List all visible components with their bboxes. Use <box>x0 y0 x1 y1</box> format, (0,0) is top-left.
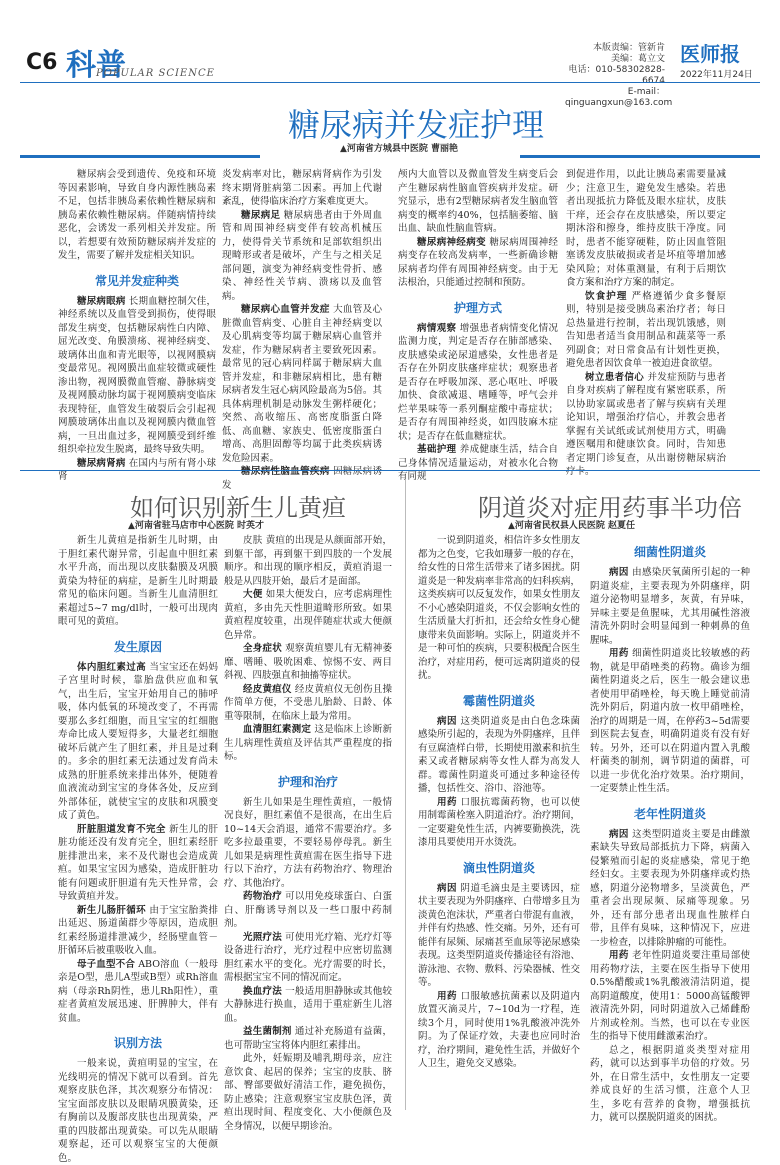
section-subtitle: POPULAR SCIENCE <box>96 68 215 79</box>
paragraph-text: 并发症预防与患者自身对疾病了解程度有紧密联系，所以协助家属或患者了解与疾病有关理论知识，增强治疗信心，并教会患者掌握有关试纸或试剂使用方式，明确遵医嘱用和健康饮食。同时，告知患者定期门诊复查，从出谢傍糖尿病治疗卡。 <box>566 371 726 477</box>
paragraph-lead: 树立患者信心 <box>585 371 645 383</box>
paragraph-text: 这类型阴道炎主要是由雌激素缺失导致局部抵抗力下降，病菌入侵繁殖而引起的炎症感染，常见于绝经妇女。主要表现为外阴瘙痒或灼热感，阴道分泌物增多，呈淡黄色，严重者会出现尿频、尿痛等现象。另外，还有部分患者出现血性脓样白带，且伴有臭味，这种情况下，应进一步检查，以排除肿瘤的可能性。 <box>590 828 750 948</box>
paragraph-lead: 体内胆红素过高 <box>77 661 146 673</box>
paragraph-text: 经皮黄疸仪无创伤且操作简单方便，不受患儿胎龄、日龄、体重等限制，在临床上最为常用。 <box>224 683 392 722</box>
editor-line: 本版责编：管新肯 <box>592 43 665 53</box>
article-byline: ▲河南省驻马店市中心医院 时英才 <box>128 521 265 531</box>
paragraph <box>590 647 750 796</box>
paragraph-text: 糖尿病患者由于外周血管和周围神经病变伴有较高机械压力，使得骨关节系统和足部软组织出现畸形或者是破坏，产生与之相关足部问题，演变为神经病变性骨折、感染、神经性关节病、溃疡以及血管病。 <box>222 209 382 302</box>
paragraph <box>222 209 382 304</box>
paragraph: 皮肤 黄疸的出现是从颜面部开始，到躯干部，再到躯干到四肢的一个发展顺序。和出现的顺序相反，黄疸消退一般是从四肢开始，最后才是面部。 <box>224 535 392 587</box>
paragraph <box>58 295 216 457</box>
paragraph-lead: 换血疗法 <box>243 985 282 997</box>
subheading: 常见并发症种类 <box>94 273 179 288</box>
paragraph-text: 可使用光疗箱、光疗灯等设备进行治疗，光疗过程中应密切监测胆红素水平的变化。光疗需要的时长，需根据宝宝不同的情况而定。 <box>224 931 392 983</box>
paragraph: 总之，根据阴道炎类型对症用药，就可以达到事半功倍的疗效。另外，在日常生活中，女性朋友一定要养成良好的生活习惯，注意个人卫生，多吃有营养的食物，增强抵抗力，就可以摆脱阴道炎的困扰。 <box>590 1044 750 1123</box>
paragraph: 到促进作用，以此让胰岛素需要量减少；注意卫生，避免发生感染。若患者出现抵抗力降低及眼水症状，皮肤干痒，还会存在皮肤感染，所以要定期沐浴和擦身，维持皮肤干净度。同时，患者不能穿硬鞋，防止因血管阻塞诱发皮肤破损或者是坏疽等增加感染风险；对体重测量，有利于后期饮食方案和治疗方案的制定。 <box>566 169 726 288</box>
paragraph-text: 糖尿病周围神经病变存在较高发病率，一些新确诊糖尿病者均伴有周围神经病变。由于无法根治，只能通过控制和预防。 <box>398 236 558 288</box>
article-column <box>58 534 218 1164</box>
paragraph-lead: 糖尿病神经病变 <box>417 236 486 248</box>
paragraph <box>398 236 558 290</box>
paragraph-lead: 用药 <box>437 990 457 1002</box>
paragraph-lead: 饮食护理 <box>585 290 628 302</box>
paragraph-lead: 药物治疗 <box>243 891 282 902</box>
section-title: 科普 <box>66 48 126 83</box>
paragraph-lead: 病情观察 <box>417 322 457 334</box>
paragraph <box>418 882 580 990</box>
paragraph-lead: 全身症状 <box>243 643 282 654</box>
subheading: 护理和治疗 <box>277 774 338 789</box>
paragraph-text: 通过补充肠道有益菌，也可帮助宝宝将体内胆红素排出。 <box>224 1026 392 1051</box>
paragraph: 一说到阴道炎，相信许多女性朋友都为之色变，它我如珊萝一般的存在，给女性的日常生活带来了诸多困扰。阴道炎是一种发病率非常高的妇科疾病，这类疾病可以反复发作，如果女性朋友不小心感染阴道炎，不仅会影响女性的生活质量大打折扣，还会给女性身心健康带来负面影响。实际上，阴道炎并不是一种可怕的疾病，只要积极配合医生治疗，对症用药，便可远离阴道炎的侵扰。 <box>418 535 580 681</box>
paragraph-text: 观察黄疸婴儿有无精神萎靡、嗜睡、吸吮困难、惊惕不安、两目斜视、四肢强直和抽搐等症状。 <box>224 643 392 681</box>
subheading: 滴虫性阴道炎 <box>462 860 535 875</box>
paragraph-lead: 糖尿病眼病 <box>77 295 126 307</box>
paragraph-text: 老年性阴道炎要注重局部使用药物疗法，主要在医生指导下使用0.5%醋酸或1%乳酸液清洁阴道，提高阴道酸度，使用1：5000高锰酸钾液清洗外阴，同时阴道放入己烯雌酚片剂或栓剂。当然，也可以在专业医生的指导下使用雌激素治疗。 <box>590 950 750 1042</box>
paragraph <box>590 566 750 647</box>
paragraph <box>566 290 726 371</box>
paragraph <box>566 371 726 479</box>
paragraph <box>224 683 392 724</box>
paragraph-lead: 糖尿病足 <box>241 209 281 221</box>
paragraph-lead: 用药 <box>437 796 457 808</box>
paragraph-lead: 糖尿病肾病 <box>77 457 126 469</box>
paragraph <box>590 949 750 1044</box>
paragraph: 此外，妊娠期及哺乳期母亲，应注意饮食、起居的保养；宝宝的皮肤、脐部、臀部要做好清洁工作，避免损伤，防止感染；注意观察宝宝皮肤色泽，黄疸出现时间、程度变化、大小便颜色及全身情况，以便早期诊治。 <box>224 1053 392 1132</box>
paragraph <box>224 931 392 985</box>
paragraph: 炎发病率对比，糖尿病肾病作为引发终末期肾脏病第二因素。再加上代谢紊乱，使得临床治疗方案难度更大。 <box>222 169 382 207</box>
paragraph-lead: 基础护理 <box>417 444 457 455</box>
paragraph-text: 增强患者病情变化情况监测力度，判定是否存在肺部感染、皮肤感染或泌尿道感染，女性患者是否存在外阴皮肤瘙痒症状；观察患者是否存在呼吸加深、恶心呕吐、呼吸加快、食欲减退、嗜睡等，呼气会并烂苹果味等一系列酮症酸中毒症状；是否存有周围神经炎，如四肢麻木症状；是否存在低血糖症状。 <box>398 322 558 442</box>
paragraph <box>224 985 392 1026</box>
paragraph-lead: 糖尿病性脑血管疾病 <box>241 466 330 477</box>
paragraph-text: 严格遵循少食多餐原则，特别是接受胰岛素治疗者；每日总热量进行控制，若出现饥饿感，则告知患者适当食用制品和蔬菜等一系列副食；对日常食品有计划性更换，避免患者因饮食单一被迫进食欲望。 <box>566 290 726 369</box>
article-title: 糖尿病并发症护理 <box>288 106 545 144</box>
article-byline: ▲河南省方城县中医院 曹丽艳 <box>340 144 459 154</box>
paragraph <box>398 443 558 484</box>
paragraph <box>58 823 218 904</box>
paragraph: 新生儿黄疸是指新生儿时期，由于胆红素代谢异常，引起血中胆红素水平升高，而出现以皮肤黏膜及巩膜黄染为特征的病症，是新生儿时期最常见的临床问题。当新生儿血清胆红素超过5~7 mg/dl时，一般可出现肉眼可见的黄疸。 <box>58 535 218 627</box>
paragraph-text: 由感染厌氧菌所引起的一种阴道炎症，主要表现为外阴瘙痒，阴道分泌物明显增多，灰黄，有异味，异味主要是鱼腥味，尤其用碱性溶液清洗外阴时会明显闻到一种刺鼻的鱼腥味。 <box>590 567 750 646</box>
article-byline: ▲河南省民权县人民医院 赵夏任 <box>508 521 636 531</box>
article-column <box>222 168 382 491</box>
paragraph-text: 口服抗霉菌药物，也可以使用制霉菌栓塞入阴道治疗。治疗期间，一定要避免性生活，内裤要勤换洗，洗漆用具要使用开水烫洗。 <box>418 796 580 848</box>
subheading: 识别方法 <box>113 1036 162 1050</box>
subheading: 发生原因 <box>113 639 162 654</box>
paragraph: 糖尿病会受到遗传、免疫和环境等因素影响，导致自身内源性胰岛素不足，包括非胰岛素依赖性糖尿病和胰岛素依赖性糖尿病。伴随病情持续恶化，会诱发一系列相关并发症。所以，若想要有效预防糖尿病并发症的发生，需要了解并发症相关知识。 <box>58 169 216 261</box>
paragraph: 新生儿如果是生理性黄疸，一般情况良好，胆红素值不是很高，在出生后10~14天会消退，通常不需要治疗。多吃多拉最重要，不要轻易停母乳。新生儿如果是病理性黄疸需在医生指导下进行以下治疗，方法有药物治疗、物理治疗、其他治疗。 <box>224 796 392 889</box>
paragraph-text: 一般适用胆静脉或其他较大静脉进行换血，适用于重症新生儿溶血。 <box>224 985 392 1024</box>
paragraph <box>418 715 580 796</box>
article-title: 阴道炎对症用药事半功倍 <box>478 494 742 522</box>
paragraph-text: 长期血糖控制欠佳，神经系统以及血管受到损伤，使得眼部发生病变，包括糖尿病性白内障、屈光改变、角膜溃疡、视神经病变、玻璃体出血和青光眼等，以视网膜病变最常见。视网膜出血症较微或硬性渗出物，视网膜微血管瘤、静脉病变及视网膜动脉均属于视网膜病变临床表现特征，血管发生破裂后会引起视网膜玻璃体出血以及视网膜内微血管病，一旦出血过多，视网膜受到纤维组织牵拉发生脱离，最终导致失明。 <box>58 295 216 455</box>
title-bar-left <box>20 155 260 158</box>
article-column <box>566 168 726 477</box>
paragraph-text: 这是临床上诊断新生儿病理性黄疸及评估其严重程度的指标。 <box>224 724 392 762</box>
paragraph-text: 口服敏感抗菌素以及阴道内放置灭滴灵片，7~10d为一疗程，连续3个月，同时使用1%乳酸液冲洗外阴。为了保证疗效，夫妻也应同时治疗，治疗期间，避免性生活，并做好个人卫生，避免交叉感染。 <box>418 990 580 1069</box>
issue-date: 2022年11月24日 <box>680 70 753 80</box>
paragraph-lead: 经皮黄疸仪 <box>243 683 292 695</box>
paragraph-text: ABO溶血（一般母亲是O型，患儿A型或B型）或Rh溶血病（母亲Rh阴性，患儿Rh阳性），重症者黄疸发展迅速、肝脾肿大，伴有贫血。 <box>58 958 218 1024</box>
paragraph-text: 因糖尿病诱发 <box>222 466 382 491</box>
paragraph-lead: 大便 <box>243 589 263 600</box>
paragraph-text: 由于宝宝胎粪排出延迟、肠道菌群少等原因，造成胆红素经肠道排泄减少，经肠壁血管－肝循环后被重吸收入血。 <box>58 904 218 956</box>
paragraph <box>398 322 558 444</box>
editor-line: E-mail：qinguangxun@163.com <box>565 87 673 108</box>
article-column <box>224 534 392 1132</box>
column-divider <box>405 480 406 1110</box>
paragraph <box>224 1025 392 1052</box>
paragraph <box>224 588 392 642</box>
subheading: 老年性阴道炎 <box>633 806 706 821</box>
paragraph-text: 可以用免疫球蛋白、白蛋白、肝酶诱导剂以及一些口服中药制剂。 <box>224 891 392 929</box>
header-rule <box>20 82 760 83</box>
paragraph-lead: 用药 <box>609 648 629 659</box>
paragraph-text: 阴道毛滴虫是主要诱因，症状主要表现为外阴瘙痒、白带增多且为淡黄色泡沫状，严重者白带混有血液，并伴有灼热感、性交痛。另外，还有可能伴有尿频、尿痛甚至血尿等泌尿感染表现。这类型阴道炎传播途径有浴池、游泳池、衣物、敷料、污染器械、性交等。 <box>418 882 580 988</box>
paragraph <box>58 958 218 1026</box>
paragraph <box>418 796 580 850</box>
page-tag: C6 <box>26 50 58 75</box>
subheading: 霉菌性阴道炎 <box>462 693 535 708</box>
paragraph-text: 在国内与所有肾小球肾 <box>58 457 216 482</box>
article-column <box>590 534 750 1123</box>
article-column <box>418 534 580 1112</box>
paragraph-lead: 病因 <box>609 567 629 578</box>
subheading: 护理方式 <box>453 300 502 315</box>
paragraph <box>224 723 392 764</box>
paragraph-lead: 肝脏胆道发育不完全 <box>77 823 166 835</box>
paragraph-text: 新生儿的肝脏功能还没有发育完全，胆红素经肝脏排泄出来，来不及代谢也会造成黄疸。如果宝宝因为感染，造成肝脏功能有问题或肝胆道有先天性异常，会导致黄疸并发。 <box>58 823 218 902</box>
paragraph <box>58 661 218 823</box>
paragraph-lead: 糖尿病心血管并发症 <box>241 304 330 315</box>
paragraph-lead: 病因 <box>437 715 457 727</box>
paragraph: 颅内大血管以及微血管发生病变后会产生糖尿病性脑血管疾病并发症。研究显示，患有2型糖尿病者发生脑血管病变的概率约40%，包括脑萎缩、脑出血、缺血性脑血管病。 <box>398 169 558 234</box>
paragraph-text: 大血管及心脏微血管病变、心脏自主神经病变以及心肌病变等均属于糖尿病心血管并发症，作为糖尿病者主要致死因素。最常见的冠心病同样属于糖尿病大血管并发症，和非糖尿病相比，患有糖尿病者发生冠心病风险最高为5倍。其具体病理机制是动脉发生粥样硬化；突然、高收缩压、高密度脂蛋白降低、高血糖、家族史、低密度脂蛋白增高、高胆固醇等均属于此类疾病诱发危险因素。 <box>222 304 382 464</box>
section-divider <box>20 470 760 471</box>
editor-line: 美编：葛立文 <box>610 54 665 64</box>
paragraph-lead: 益生菌制剂 <box>243 1026 292 1037</box>
paragraph-lead: 病因 <box>609 828 629 840</box>
paragraph <box>222 303 382 465</box>
paragraph: 一般来说，黄疸明显的宝宝，在光线明亮的情况下就可以看到。首先观察皮肤色泽，其次观察分布情况：宝宝面部皮肤以及眼睛巩膜黄染，还有胸前以及腹部皮肤也出现黄染，严重的四肢都出现黄染。可以先从眼睛观察起，还可以观察宝宝的大便颜色。 <box>58 1058 218 1164</box>
title-bar-right <box>520 155 760 158</box>
paragraph <box>590 828 750 950</box>
paragraph-lead: 用药 <box>609 950 629 961</box>
paragraph <box>224 890 392 931</box>
editor-line: 电话：010-58302828-6674 <box>568 65 665 86</box>
paragraph-text: 这类阴道炎是由白色念珠菌感染所引起的，表现为外阴瘙痒，且伴有豆腐渣样白带，长期使用激素和抗生素又或者糖尿病等女性人群为高发人群。霉菌性阴道炎可通过多种途径传播，包括性交、浴巾、浴池等。 <box>418 715 580 794</box>
paragraph <box>418 990 580 1071</box>
article-title: 如何识别新生儿黄疸 <box>130 494 346 522</box>
paragraph-text: 细菌性阴道炎比较敏感的药物，就是甲硝唑类的药物。确诊为细菌性阴道炎之后，医生一般会建议患者使用甲硝唑栓，每天晚上睡觉前清洗外阴后，阴道内放一枚甲硝唑栓，治疗的周期是一周，在停药3~5d需要到医院去复查，明确阴道炎有没有好转。另外，还可以在阴道内置入乳酸杆菌类的制剂，调节阴道的菌群，可以进一步优化治疗效果。治疗期间，一定要禁止性生活。 <box>590 648 750 794</box>
paragraph-lead: 光照疗法 <box>243 931 282 943</box>
paragraph-text: 当宝宝还在妈妈子宫里时时候，靠胎盘供应血和氧气，出生后，宝宝开始用自己的肺呼吸，体内低氧的环境改变了，不再需要那么多红细胞，而且宝宝的红细胞寿命比成人要短得多，大量老红细胞破坏后就产生了胆红素，并且是过剩的。多余的胆红素无法通过发育尚未成熟的肝脏系统来排出体外，便随着血液流动到宝宝的身体各处，反应到外部体征，就使宝宝的皮肤和巩膜变成了黄色。 <box>58 661 218 821</box>
subheading: 细菌性阴道炎 <box>633 545 706 559</box>
article-column <box>58 168 216 482</box>
paragraph <box>58 904 218 958</box>
article-column <box>398 168 558 482</box>
newspaper-logo: 医师报 <box>680 42 740 66</box>
paragraph-text: 养成健康生活，结合自己身体情况适量运动，对被水化合物有同规 <box>398 444 558 482</box>
paragraph-lead: 病因 <box>437 882 457 894</box>
paragraph-lead: 母子血型不合 <box>77 958 135 970</box>
paragraph-lead: 新生儿肠肝循环 <box>77 904 146 916</box>
paragraph <box>224 642 392 683</box>
paragraph-text: 如果大便发白，应考虑病理性黄疸，多由先天性胆道畸形所致。如果黄疸程度较重，出现伴随症状或大便颜色异常。 <box>224 589 392 641</box>
paragraph-lead: 血清胆红素测定 <box>243 724 312 735</box>
editor-info <box>565 43 673 109</box>
